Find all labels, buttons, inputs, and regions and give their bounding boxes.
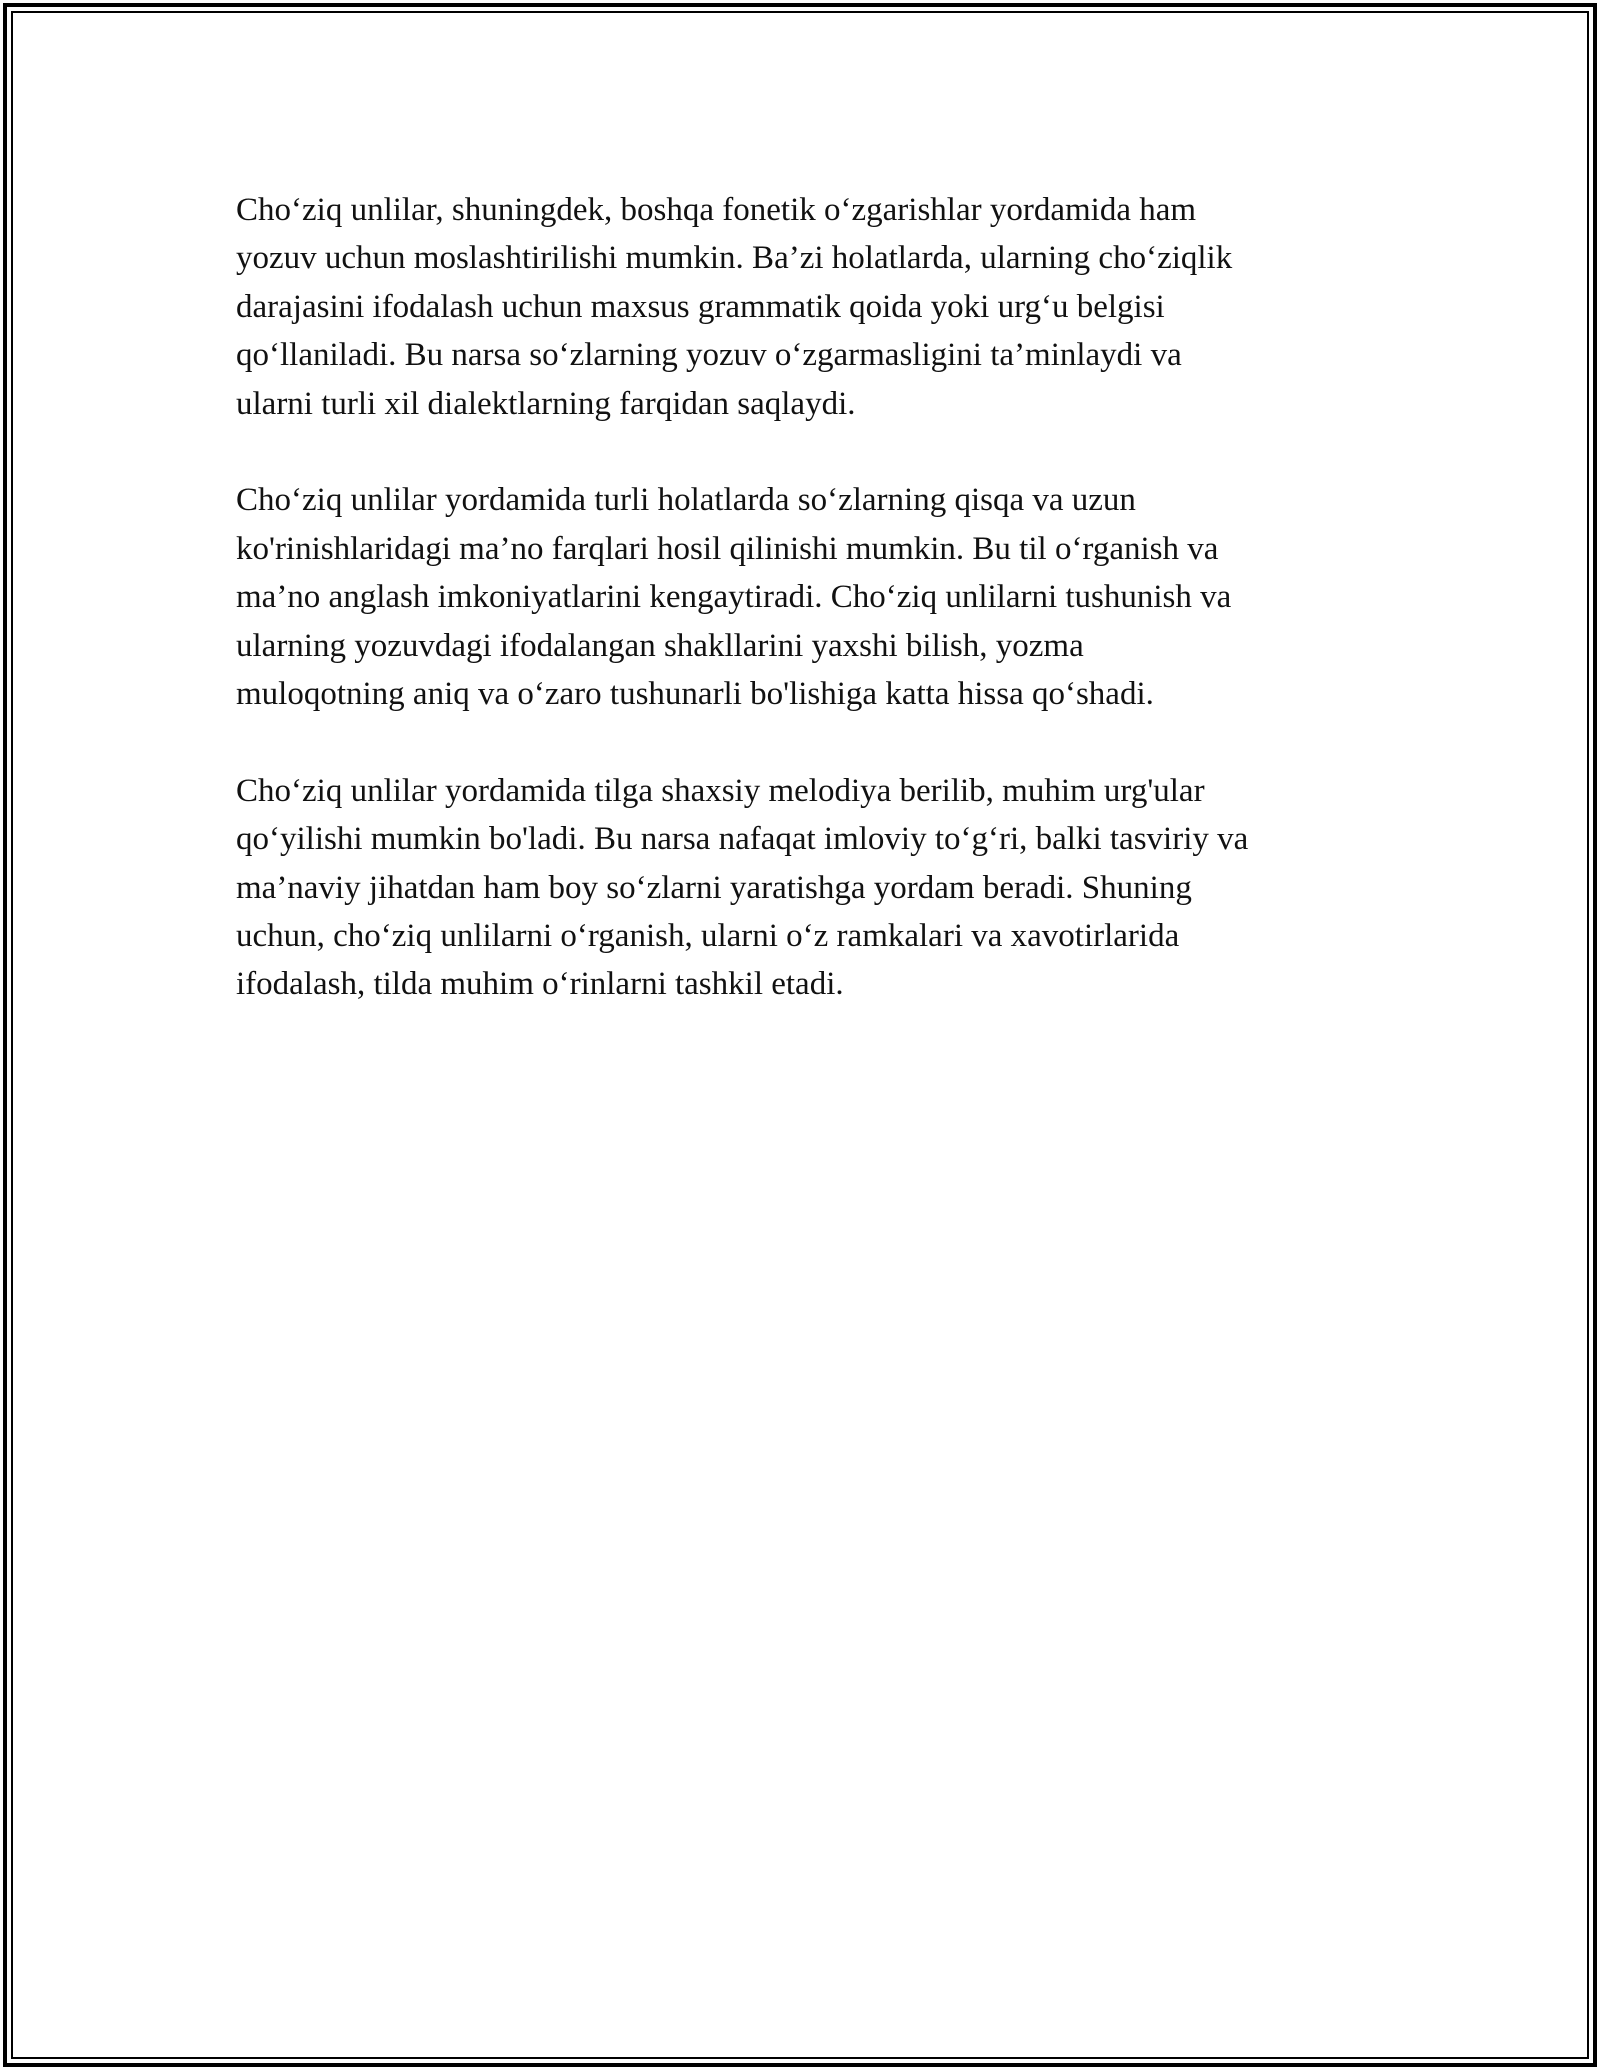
- paragraph-line: ma’no anglash imkoniyatlarini kengaytiradi. Cho‘ziq unlilarni tushunish va: [236, 579, 1232, 616]
- paragraph-3: [236, 767, 1376, 1009]
- paragraph-line: Cho‘ziq unlilar, shuningdek, boshqa fonetik o‘zgarishlar yordamida ham: [236, 192, 1197, 228]
- paragraph-1: [236, 186, 1376, 428]
- paragraph-line: muloqotning aniq va o‘zaro tushunarli bo'lishiga katta hissa qo‘shadi.: [236, 676, 1154, 713]
- paragraph-line: ifodalash, tilda muhim o‘rinlarni tashkil etadi.: [236, 966, 844, 1003]
- paragraph-line: qo‘yilishi mumkin bo'ladi. Bu narsa nafaqat imloviy to‘g‘ri, balki tasviriy va: [236, 821, 1249, 858]
- paragraph-line: ularni turli xil dialektlarning farqidan saqlaydi.: [236, 385, 856, 422]
- paragraph-line: uchun, cho‘ziq unlilarni o‘rganish, ularni o‘z ramkalari va xavotirlarida: [236, 918, 1180, 955]
- paragraph-line: Cho‘ziq unlilar yordamida turli holatlarda so‘zlarning qisqa va uzun: [236, 482, 1136, 519]
- document-body: [236, 186, 1376, 1057]
- paragraph-line: Cho‘ziq unlilar yordamida tilga shaxsiy melodiya berilib, muhim urg'ular: [236, 772, 1205, 809]
- paragraph-line: ularning yozuvdagi ifodalangan shakllarini yaxshi bilish, yozma: [236, 627, 1084, 664]
- paragraph-line: ma’naviy jihatdan ham boy so‘zlarni yaratishga yordam beradi. Shuning: [236, 869, 1192, 906]
- paragraph-line: qo‘llaniladi. Bu narsa so‘zlarning yozuv o‘zgarmasligini ta’minlaydi va: [236, 337, 1182, 374]
- paragraph-line: ko'rinishlaridagi ma’no farqlari hosil qilinishi mumkin. Bu til o‘rganish va: [236, 530, 1219, 567]
- paragraph-2: [236, 476, 1376, 718]
- paragraph-line: darajasini ifodalash uchun maxsus grammatik qoida yoki urg‘u belgisi: [236, 288, 1165, 325]
- paragraph-line: yozuv uchun moslashtirilishi mumkin. Ba’zi holatlarda, ularning cho‘ziqlik: [236, 240, 1233, 277]
